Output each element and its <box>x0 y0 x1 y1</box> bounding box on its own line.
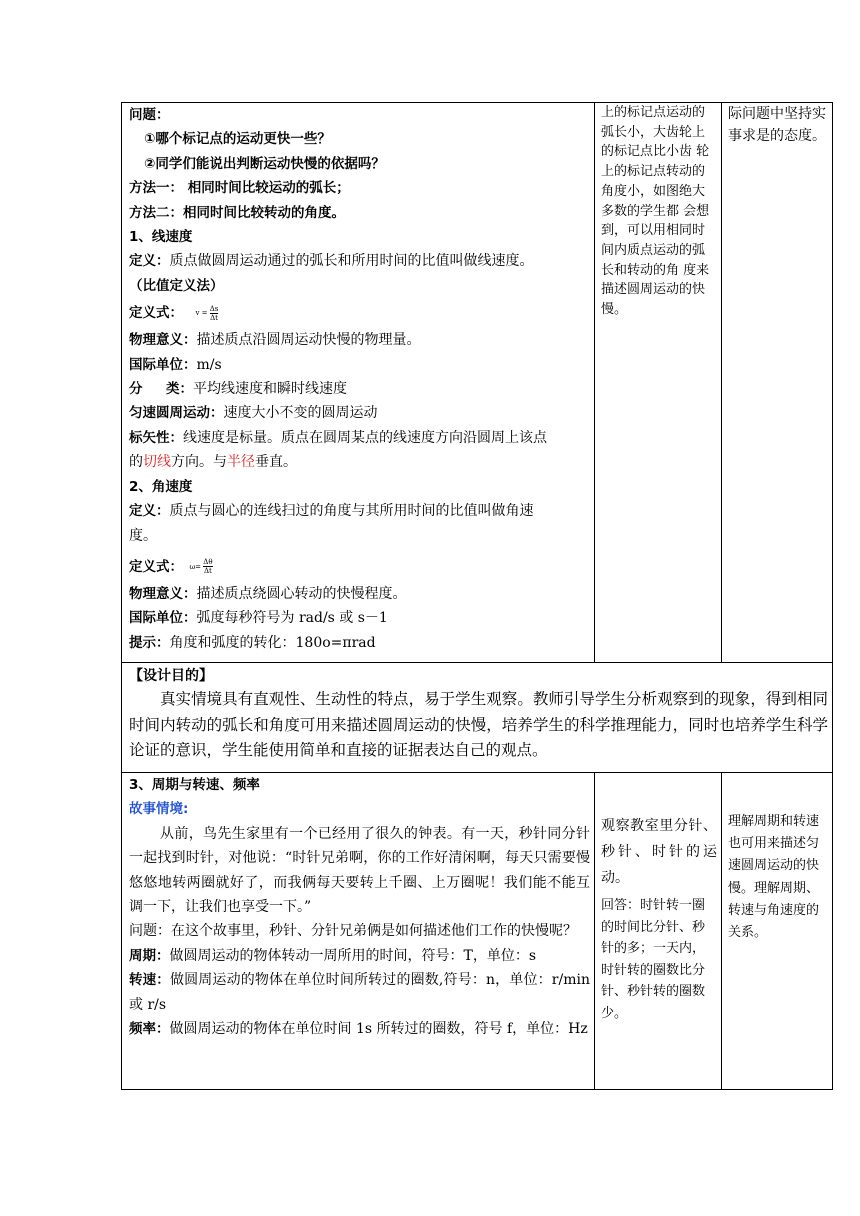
vector-text-1: 线速度是标量。质点在圆周某点的线速度方向沿圆周上该点 <box>183 429 547 446</box>
formula-lhs: v = <box>195 309 208 318</box>
observe-text: 观察教室里分针、秒针、时针的运动。 <box>601 818 717 886</box>
student-activity-text: 上的标记点运动的弧长小，大齿轮上的标记点比小齿 轮上的标记点转动的角度小，如图绝大多数的学生都 会想到，可以用相同时间内质点运动的弧长和转动的角 度来描述圆周运动的快慢。 <box>601 105 710 318</box>
period-text: 做圆周运动的物体转动一周所用的时间，符号：T，单位：s <box>169 947 537 964</box>
uniform-motion-text: 速度大小不变的圆周运动 <box>223 405 378 422</box>
story-text: 从前，鸟先生家里有一个已经用了很久的钟表。有一天，秒针同分针一起找到时针，对他说：“时针兄弟啊，你的工作好清闲啊，每天只需要慢悠悠地转两圈就好了，而我俩每天要转上千圈、上万圈呢！我们能不能互调一下，让我们也享受一下。” <box>129 825 590 916</box>
definition-note: （比值定义法） <box>129 277 224 294</box>
angular-formula-line <box>122 548 594 582</box>
category-label: 分 类： <box>129 381 193 398</box>
angular-formula-label: 定义式： <box>129 558 183 575</box>
tangent-term: 切线 <box>143 454 171 471</box>
vector-text-2c: 垂直。 <box>255 454 297 471</box>
speed-label: 转速： <box>129 972 170 989</box>
uniform-motion-label: 匀速圆周运动： <box>129 405 224 422</box>
vector-line-2 <box>122 450 594 474</box>
angular-formula-numerator: Δθ <box>203 558 213 567</box>
formula-denominator: Δt <box>210 313 218 322</box>
vector-text-2a: 的 <box>129 454 143 471</box>
content-cell <box>122 773 595 1090</box>
table-row <box>122 663 833 773</box>
table-row <box>122 773 833 1090</box>
spacer <box>595 773 721 813</box>
angular-si-unit-text: 弧度每秒符号为 rad/s 或 s－1 <box>196 610 388 627</box>
frequency-text: 做圆周运动的物体在单位时间 1s 所转过的圈数，符号 f，单位：Hz <box>169 1021 588 1038</box>
physical-meaning-line <box>122 328 594 352</box>
angular-definition-line-1 <box>122 499 594 523</box>
si-unit-text: m/s <box>196 356 222 373</box>
formula-numerator: Δs <box>209 304 219 313</box>
angular-physical-meaning-line <box>122 582 594 606</box>
design-purpose-cell <box>122 663 833 773</box>
tip-label: 提示： <box>129 634 170 651</box>
vector-text-2b: 方向。与 <box>171 454 227 471</box>
tip-line <box>122 631 594 655</box>
physical-meaning-text: 描述质点沿圆周运动快慢的物理量。 <box>196 332 421 349</box>
design-intent-cell <box>722 773 833 1090</box>
frequency-label: 频率： <box>129 1021 170 1038</box>
angular-velocity-formula <box>189 548 212 586</box>
angular-si-unit-line <box>122 606 594 630</box>
angular-definition-line-2: 度。 <box>129 527 157 544</box>
angular-physical-meaning-label: 物理意义： <box>129 585 197 602</box>
si-unit-line <box>122 353 594 377</box>
question-1: ①哪个标记点的运动更快一些？ <box>144 131 331 148</box>
definition-text: 质点做圆周运动通过的弧长和所用时间的比值叫做线速度。 <box>169 253 534 270</box>
story-label: 故事情境: <box>129 801 189 818</box>
speed-text: 做圆周运动的物体在单位时间所转过的圈数,符号：n，单位：r/min 或 r/s <box>129 972 590 1013</box>
period-definition <box>122 944 594 968</box>
category-line <box>122 377 594 401</box>
angular-physical-meaning-text: 描述质点绕圆心转动的快慢程度。 <box>196 585 407 602</box>
definition-line <box>122 249 594 273</box>
period-heading: 3、周期与转速、频率 <box>129 777 260 793</box>
angular-definition-label: 定义： <box>129 503 170 520</box>
angular-velocity-heading: 2、角速度 <box>129 478 193 495</box>
speed-definition <box>122 968 594 1017</box>
physical-meaning-label: 物理意义： <box>129 332 197 349</box>
linear-velocity-formula <box>195 298 218 328</box>
definition-label: 定义： <box>129 253 170 270</box>
lesson-table <box>121 102 833 1090</box>
angular-formula-denominator: Δt <box>203 567 212 576</box>
method-2: 方法二：相同时间比较转动的角度。 <box>129 204 345 221</box>
method-1: 方法一： 相同时间比较运动的弧长； <box>129 180 350 197</box>
angular-definition-text-1: 质点与圆心的连线扫过的角度与其所用时间的比值叫做角速 <box>169 503 534 520</box>
vector-line-1 <box>122 426 594 450</box>
design-intent-text: 际问题中坚持实事求是的态度。 <box>728 106 826 144</box>
category-text: 平均线速度和瞬时线速度 <box>193 381 347 398</box>
design-intent-cell <box>722 103 833 663</box>
story-question: 问题：在这个故事里，秒针、分针兄弟俩是如何描述他们工作的快慢呢？ <box>129 923 577 940</box>
design-purpose-title: 【设计目的】 <box>129 668 213 684</box>
radius-term: 半径 <box>227 454 255 471</box>
design-intent-text: 理解周期和转速也可用来描述匀速圆周运动的快慢。理解周期、转速与角速度的关系。 <box>728 814 820 941</box>
angular-formula-lhs: ω= <box>189 562 202 571</box>
uniform-motion-line <box>122 401 594 425</box>
formula-fraction <box>210 305 219 322</box>
question-heading: 问题： <box>129 107 170 123</box>
linear-velocity-heading: 1、线速度 <box>129 229 193 246</box>
formula-label: 定义式： <box>129 305 183 322</box>
student-activity-cell <box>595 773 722 1090</box>
question-2: ②同学们能说出判断运动快慢的依据吗？ <box>144 155 385 172</box>
table-row <box>122 103 833 663</box>
answer-text: 回答：时针转一圈的时间比分针、秒针的多；一天内，时针转的圈数比分针、秒针转的圈数少。 <box>601 898 706 1021</box>
student-activity-cell <box>595 103 722 663</box>
spacer <box>722 773 832 811</box>
angular-si-unit-label: 国际单位： <box>129 610 197 627</box>
si-unit-label: 国际单位： <box>129 356 197 373</box>
tip-text: 角度和弧度的转化：180o=πrad <box>169 634 376 651</box>
content-cell <box>122 103 595 663</box>
design-purpose-text: 真实情境具有直观性、生动性的特点，易于学生观察。教师引导学生分析观察到的现象，得到相同时间内转动的弧长和角度可用来描述圆周运动的快慢，培养学生的科学推理能力，同时也培养学生科学论证的意识，学生能使用简单和直接的证据表达自己的观点。 <box>129 690 828 760</box>
frequency-definition <box>122 1017 594 1041</box>
period-label: 周期： <box>129 947 170 964</box>
angular-formula-fraction <box>203 558 212 575</box>
formula-line <box>122 298 594 328</box>
vector-label: 标矢性： <box>129 429 183 446</box>
